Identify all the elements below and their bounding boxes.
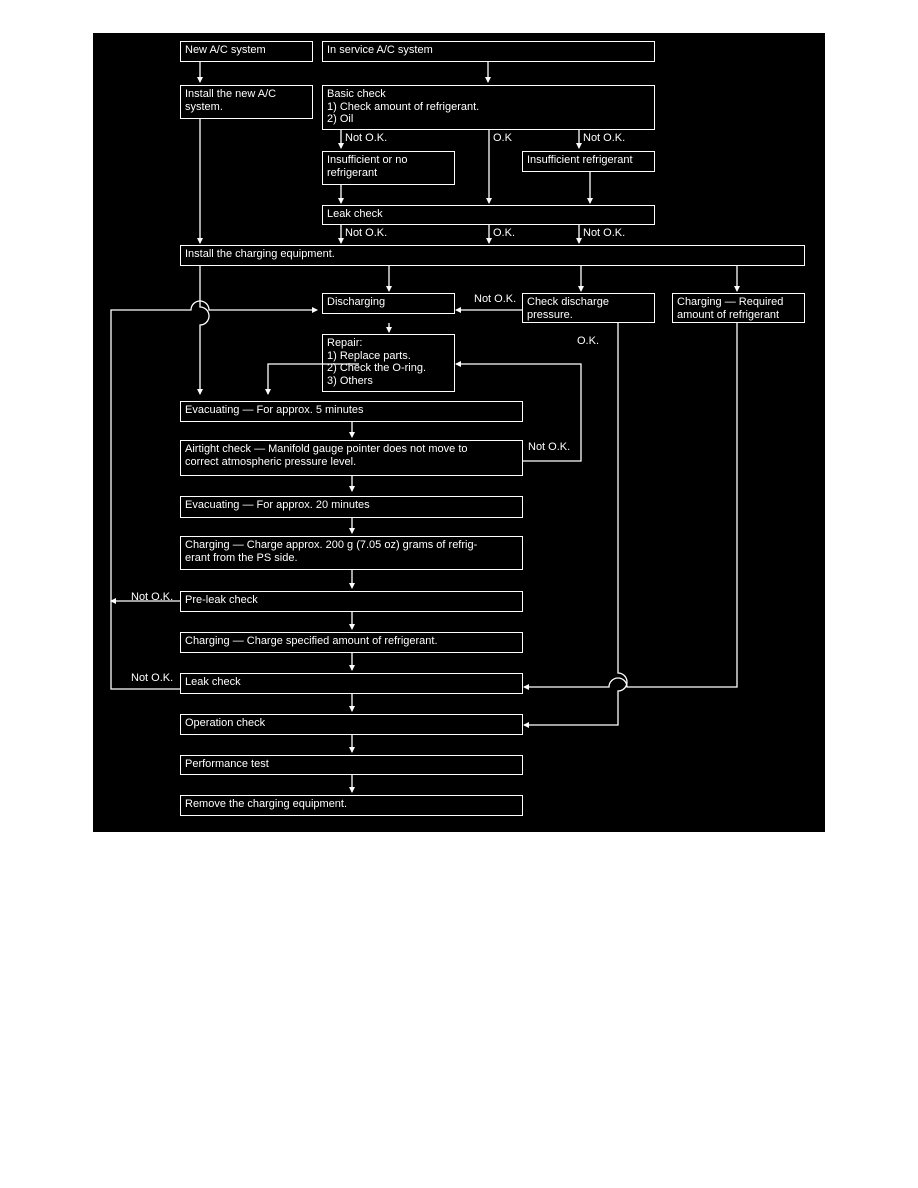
charging-required-amount-box: Charging — Required amount of refrigerant	[672, 293, 805, 323]
basic-notok-right-label: Not O.K.	[583, 132, 626, 144]
checkdischarge-notok-label: Not O.K.	[474, 293, 517, 305]
discharging-box: Discharging	[322, 293, 455, 314]
performance-test-box: Performance test	[180, 755, 523, 775]
line-leak-loop-back	[111, 301, 317, 689]
install-new-ac-system-box: Install the new A/C system.	[180, 85, 313, 119]
basic-ok-label: O.K	[493, 132, 512, 144]
charging-specified-amount-box: Charging — Charge specified amount of refrigerant.	[180, 632, 523, 653]
pre-leak-check-box: Pre-leak check	[180, 591, 523, 612]
charging-200g-box: Charging — Charge approx. 200 g (7.05 oz) grams of refrig- erant from the PS side.	[180, 536, 523, 570]
airtight-check-box: Airtight check — Manifold gauge pointer does not move to correct atmospheric pressure level.	[180, 440, 523, 476]
new-ac-system-box: New A/C system	[180, 41, 313, 62]
airtight-notok-label: Not O.K.	[528, 441, 571, 453]
leak-notok-left-label: Not O.K.	[345, 227, 388, 239]
leak-check-notok-label: Not O.K.	[131, 672, 174, 684]
line-checkdischarge-ok	[524, 323, 627, 725]
insufficient-refrigerant-box: Insufficient refrigerant	[522, 151, 655, 172]
evacuating-5min-box: Evacuating — For approx. 5 minutes	[180, 401, 523, 422]
flowchart-panel	[93, 33, 825, 832]
check-discharge-pressure-box: Check discharge pressure.	[522, 293, 655, 323]
insufficient-or-no-refrigerant-box: Insufficient or no refrigerant	[322, 151, 455, 185]
preleak-notok-label: Not O.K.	[131, 591, 174, 603]
leak-ok-label: O.K.	[493, 227, 516, 239]
flow-connectors	[93, 33, 825, 832]
operation-check-box: Operation check	[180, 714, 523, 735]
evacuating-20min-box: Evacuating — For approx. 20 minutes	[180, 496, 523, 518]
in-service-ac-system-box: In service A/C system	[322, 41, 655, 62]
remove-charging-equipment-box: Remove the charging equipment.	[180, 795, 523, 816]
line-chargingreq-to-leak	[524, 323, 737, 687]
basic-notok-left-label: Not O.K.	[345, 132, 388, 144]
leak-check-top-box: Leak check	[322, 205, 655, 225]
install-charging-equipment-box: Install the charging equipment.	[180, 245, 805, 266]
leak-check-box: Leak check	[180, 673, 523, 694]
checkdischarge-ok-label: O.K.	[577, 335, 600, 347]
basic-check-box: Basic check 1) Check amount of refrigerant. 2) Oil	[322, 85, 655, 130]
repair-box: Repair: 1) Replace parts. 2) Check the O-ring. 3) Others	[322, 334, 455, 392]
line-left-continue	[200, 266, 209, 394]
leak-notok-right-label: Not O.K.	[583, 227, 626, 239]
